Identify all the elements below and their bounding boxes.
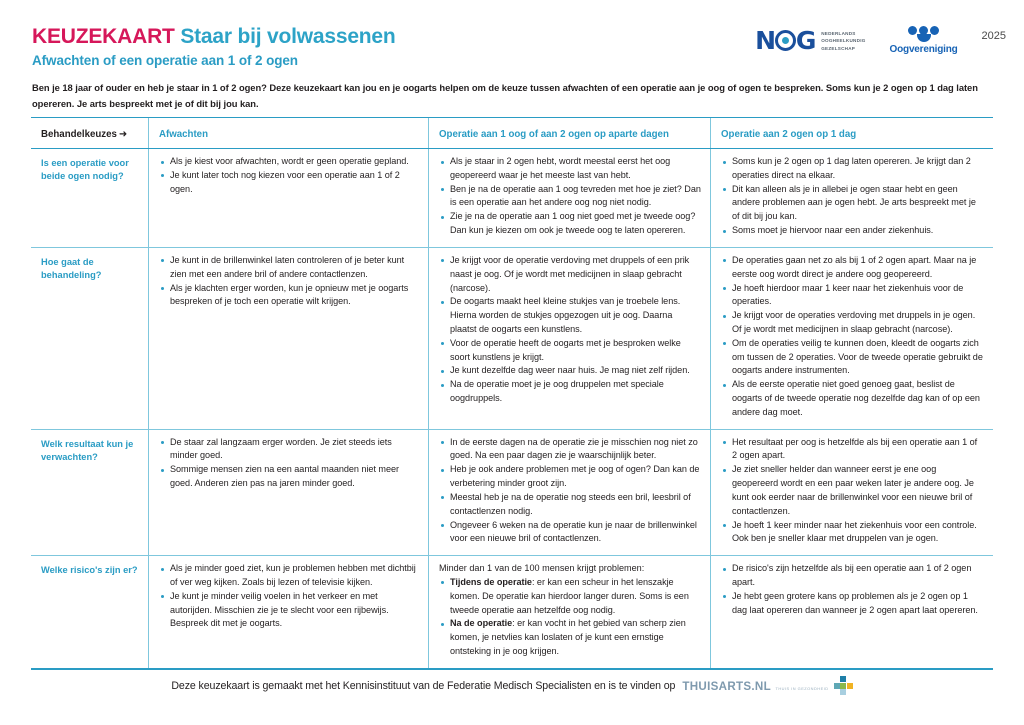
list-item: Na de operatie moet je je oog druppelen met speciale oogdruppels. — [439, 378, 701, 406]
table-row — [31, 149, 993, 248]
list-item: Om de operaties veilig te kunnen doen, kleedt de oogarts zich om tussen de 2 operaties. Voor de tweede operatie gebruikt de oogarts andere instrumenten. — [721, 337, 984, 378]
nog-subtitle-line-2: OOGHEELKUNDIG — [821, 38, 866, 44]
list-item: De risico's zijn hetzelfde als bij een operatie aan 1 of 2 ogen apart. — [721, 562, 984, 590]
bullet-list — [159, 562, 419, 631]
bullet-list — [721, 254, 984, 420]
bullet-list — [721, 155, 984, 238]
list-item: Je kunt later toch nog kiezen voor een operatie aan 1 of 2 ogen. — [159, 169, 419, 197]
list-item: De staar zal langzaam erger worden. Je ziet steeds iets minder goed. — [159, 436, 419, 464]
row-label-cell — [31, 430, 149, 556]
row-label: Welke risico's zijn er? — [41, 565, 138, 576]
cross-icon — [834, 676, 853, 695]
row-cell-operatie-1dag — [711, 430, 993, 556]
list-item: Je krijgt voor de operatie verdoving met druppels of een prik naast je oog. Of je wordt met medicijnen in slaap gebracht (narcose). — [439, 254, 701, 295]
header-col1-label: Afwachten — [159, 129, 208, 140]
row-label: Welk resultaat kun je verwachten? — [41, 438, 134, 463]
row-cell-operatie-apart — [429, 248, 711, 429]
intro-paragraph: Ben je 18 jaar of ouder en heb je staar in 1 of 2 ogen? Deze keuzekaart kan jou en je oogarts helpen om de keuze tussen afwachten of een operatie aan je oog of ogen te bespreken. Soms kun je 2 ogen op 1 dag laten opereren. Je arts bespreekt met je of dit bij jou kan. — [32, 82, 978, 109]
list-item: Tijdens de operatie: er kan een scheur in het lenszakje komen. De operatie kan hierdoor langer duren. Soms is een tweede operatie aan hetzelfde oog nodig. — [439, 576, 701, 617]
thuisarts-logo[interactable] — [682, 676, 852, 695]
list-item: Je kunt in de brillenwinkel laten controleren of je beter kunt zien met een andere bril of andere contactlenzen. — [159, 254, 419, 282]
bullet-list — [721, 562, 984, 617]
row-cell-operatie-1dag — [711, 149, 993, 247]
thuisarts-wordmark: THUISARTS.NL — [682, 679, 771, 693]
list-item-lead: Na de operatie — [450, 618, 513, 629]
list-item: Je kunt je minder veilig voelen in het verkeer en met autorijden. Misschien zie je te slecht voor een rijbewijs. Bespreek dit met je oogarts. — [159, 590, 419, 631]
list-item: Het resultaat per oog is hetzelfde als bij een operatie aan 1 of 2 ogen apart. — [721, 436, 984, 464]
list-item: Dit kan alleen als je in allebei je ogen staar hebt en geen andere problemen aan je ogen hebt. Je arts bespreekt met je of dit bij jou kan. — [721, 183, 984, 224]
title-subject: Staar bij volwassenen — [180, 25, 396, 48]
arrow-right-icon: ➜ — [118, 129, 128, 140]
nog-letter-g: G — [795, 26, 816, 55]
nog-wordmark — [755, 28, 815, 53]
row-label-cell — [31, 248, 149, 429]
list-item: De oogarts maakt heel kleine stukjes van je troebele lens. Hierna worden de stukjes opgezogen uit je oog. Daarna plaatst de oogarts een kunstlens. — [439, 295, 701, 336]
bullet-list — [721, 436, 984, 547]
oogvereniging-logo — [890, 26, 958, 55]
list-item: Als je kiest voor afwachten, wordt er geen operatie gepland. — [159, 155, 419, 169]
oogvereniging-dots-icon — [901, 26, 947, 42]
logo-group — [755, 24, 1006, 55]
risico-intro-line: Minder dan 1 van de 100 mensen krijgt problemen: — [439, 563, 645, 574]
list-item: Soms moet je hiervoor naar een ander ziekenhuis. — [721, 224, 984, 238]
header-col2-label: Operatie aan 1 oog of aan 2 ogen op aparte dagen — [439, 129, 669, 140]
list-item: Als je klachten erger worden, kun je opnieuw met je oogarts bespreken of je toch een operatie wilt krijgen. — [159, 282, 419, 310]
page-footer — [0, 676, 1024, 695]
footer-text: Deze keuzekaart is gemaakt met het Kennisinstituut van de Federatie Medisch Specialisten en is te vinden op — [171, 679, 676, 692]
oogvereniging-wordmark: Oogvereniging — [889, 44, 958, 55]
row-label: Is een operatie voor beide ogen nodig? — [41, 158, 129, 182]
choice-table — [31, 117, 993, 669]
bullet-list-rich — [439, 576, 701, 659]
row-cell-afwachten — [149, 430, 429, 556]
header-cell-afwachten — [149, 118, 429, 148]
list-item: Als je staar in 2 ogen hebt, wordt meestal eerst het oog geopereerd waar je het meeste last van hebt. — [439, 155, 701, 183]
list-item: Soms kun je 2 ogen op 1 dag laten opereren. Je krijgt dan 2 operaties direct na elkaar. — [721, 155, 984, 183]
list-item: De operaties gaan net zo als bij 1 of 2 ogen apart. Maar na je eerste oog wordt direct je andere oog geopereerd. — [721, 254, 984, 282]
list-item: Sommige mensen zien na een aantal maanden niet meer goed. Anderen zien pas na jaren minder goed. — [159, 463, 419, 491]
row-cell-operatie-apart — [429, 430, 711, 556]
list-item: Heb je ook andere problemen met je oog of ogen? Dan kan de verbetering minder groot zijn. — [439, 463, 701, 491]
bullet-list — [159, 254, 419, 309]
footer-divider — [31, 668, 993, 670]
row-cell-operatie-1dag — [711, 248, 993, 429]
list-item: Ben je na de operatie aan 1 oog tevreden met hoe je ziet? Dan is een operatie aan het andere oog nog niet nodig. — [439, 183, 701, 211]
list-item: Na de operatie: er kan vocht in het gebied van scherp zien komen, je netvlies kan loslaten of je kunt een ernstige ontsteking in je oog krijgen. — [439, 617, 701, 658]
row-cell-operatie-apart — [429, 556, 711, 668]
nog-subtitle-line-3: GEZELSCHAP — [821, 45, 856, 51]
list-item: Je hoeft hierdoor maar 1 keer naar het ziekenhuis voor de operaties. — [721, 282, 984, 310]
list-item: Meestal heb je na de operatie nog steeds een bril, leesbril of contactlenzen nodig. — [439, 491, 701, 519]
header-behandelkeuzes: Behandelkeuzes — [41, 129, 117, 140]
list-item: Je ziet sneller helder dan wanneer eerst je ene oog geopereerd wordt en een paar weken later je andere oog. Je kunt ook eerder naar de brillenwinkel voor een nieuwe bril of contactlenzen. — [721, 463, 984, 518]
list-item-lead: Tijdens de operatie — [450, 576, 532, 587]
row-cell-afwachten — [149, 556, 429, 668]
list-item: Je krijgt voor de operaties verdoving met druppels in je ogen. Of je wordt met medicijnen in slaap gebracht (narcose). — [721, 309, 984, 337]
row-cell-operatie-apart — [429, 149, 711, 247]
header-cell-operatie-apart — [429, 118, 711, 148]
list-item: Zie je na de operatie aan 1 oog niet goed met je tweede oog? Dan kun je kiezen om ook je tweede oog te laten opereren. — [439, 210, 701, 238]
bullet-list — [439, 436, 701, 547]
list-item: Als de eerste operatie niet goed genoeg gaat, beslist de oogarts of de tweede operatie nog dezelfde dag kan of op een andere dag moet. — [721, 378, 984, 419]
row-cell-afwachten — [149, 149, 429, 247]
list-item: Ongeveer 6 weken na de operatie kun je naar de brillenwinkel voor een nieuwe bril of contactlenzen. — [439, 519, 701, 547]
bullet-list — [159, 436, 419, 491]
list-item: Voor de operatie heeft de oogarts met je besproken welke soort kunstlens je krijgt. — [439, 337, 701, 365]
table-row — [31, 248, 993, 430]
table-row — [31, 556, 993, 668]
row-label-cell — [31, 149, 149, 247]
table-header-row — [31, 118, 993, 149]
list-item: Je kunt dezelfde dag weer naar huis. Je mag niet zelf rijden. — [439, 364, 701, 378]
bullet-list — [439, 155, 701, 238]
bullet-list — [159, 155, 419, 196]
row-label-cell — [31, 556, 149, 668]
publication-year: 2025 — [981, 30, 1006, 42]
page-subtitle: Afwachten of een operatie aan 1 of 2 ogen — [32, 53, 298, 69]
nog-subtitle-line-1: NEDERLANDS — [821, 31, 856, 37]
title-keuzekaart: KEUZEKAART — [32, 25, 175, 48]
list-item: Je hoeft 1 keer minder naar het ziekenhuis voor een controle. Ook ben je sneller klaar met druppelen van je ogen. — [721, 519, 984, 547]
header-col3-label: Operatie aan 2 ogen op 1 dag — [721, 129, 857, 140]
thuisarts-wordmark-group — [682, 677, 828, 695]
header-cell-operatie-1dag — [711, 118, 993, 148]
nog-logo-subtitle — [821, 29, 865, 51]
eye-icon — [775, 30, 796, 51]
bullet-list — [439, 254, 701, 406]
row-label: Hoe gaat de behandeling? — [41, 256, 102, 281]
thuisarts-tagline: THUIS IN GEZONDHEID — [775, 685, 829, 691]
table-row — [31, 430, 993, 557]
nog-letter-n: N — [755, 26, 775, 55]
list-item: Je hebt geen grotere kans op problemen als je 2 ogen op 1 dag laat opereren dan wanneer je 2 ogen apart laat opereren. — [721, 590, 984, 618]
header-cell-row-label — [31, 118, 149, 148]
row-cell-operatie-1dag — [711, 556, 993, 668]
list-item: In de eerste dagen na de operatie zie je misschien nog niet zo goed. Na een paar dagen zie je waarschijnlijk beter. — [439, 436, 701, 464]
nog-logo — [755, 28, 865, 53]
list-item: Als je minder goed ziet, kun je problemen hebben met dichtbij of ver weg kijken. Zoals bij lezen of televisie kijken. — [159, 562, 419, 590]
row-cell-afwachten — [149, 248, 429, 429]
